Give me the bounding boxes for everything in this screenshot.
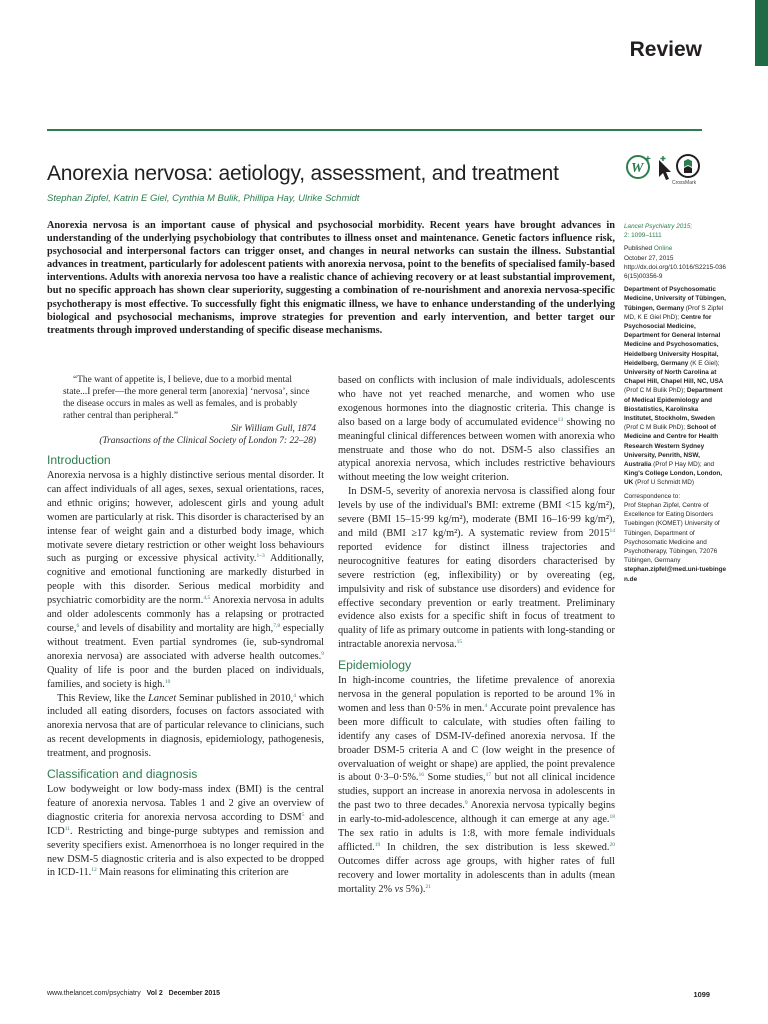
text-column-right xyxy=(338,374,615,897)
doi-link[interactable]: http://dx.doi.org/10.1016/S2215-0366(15)00356-9 xyxy=(624,263,726,281)
affiliation-name: Centre for Psychosocial Medicine, Department for General Internal Medicine and Psychosomatics, Heidelberg University Hospital, Heidelberg, Germany xyxy=(624,313,721,367)
reference-link[interactable]: 4 xyxy=(293,692,296,699)
reference-link[interactable]: 13 xyxy=(557,416,564,423)
paragraph: Anorexia nervosa is a highly distinctive serious mental disorder. It can affect individuals of all ages, sexes, sexual orientations, races, and ethnic origins; however, adolescent girls and young adult women are particularly at risk. This disorder is characterised by an intense fear of weight gain and a disturbed body image, which motivate severe dietary restriction or other weight loss behaviours such as purging or excessive physical activity.$^{1-3}$ Additionally, cognitive and emotional functioning are markedly disturbed in people with this disorder. Serious medical morbidity and psychiatric comorbidity are the norm.$^{4,5}$ Anorexia nervosa in adults and older adolescents commonly has a relapsing or protracted course,$^6$ and levels of disability and mortality are high,$^{7,8}$ especially without treatment. Even partial syndromes (ie, sub-syndromal anorexia nervosa) are associated with adverse health outcomes.$^9$ Quality of life is poor and the burden placed on individuals, families, and society is high.$^{10}$ xyxy=(47,470,325,690)
article-title: Anorexia nervosa: aetiology, assessment, and treatment xyxy=(47,162,559,186)
text-column-left xyxy=(47,374,324,880)
reference-link[interactable]: 4 xyxy=(484,702,488,709)
quote-source: (Transactions of the Clinical Society of London 7: 22–28) xyxy=(99,436,316,446)
correspondence-email[interactable]: stephan.zipfel@med.uni-tuebingen.de xyxy=(624,566,727,583)
w-plus-icon[interactable] xyxy=(627,154,651,178)
journal-url[interactable]: www.thelancet.com/psychiatry xyxy=(47,990,141,997)
heading-epidemiology: Epidemiology xyxy=(338,658,412,673)
reference-link[interactable]: 10 xyxy=(164,678,171,685)
section-label: Review xyxy=(629,38,702,61)
published-label: Published xyxy=(624,245,653,253)
affiliations xyxy=(624,285,728,487)
affiliation-authors: (K E Giel); xyxy=(688,359,720,367)
affiliation-name: School of Medicine and Centre for Health Research Western Sydney University, Penrith, NSW, Australia xyxy=(624,424,719,469)
epigraph-quote xyxy=(63,374,316,447)
reference-link[interactable]: 17 xyxy=(485,772,492,779)
affiliation-name: University of North Carolina at Chapel Hill, Chapel Hill, NC, USA xyxy=(624,369,724,386)
reference-link[interactable]: 20 xyxy=(609,842,615,848)
journal-volume: 2: 1099–1111 xyxy=(624,232,662,240)
affiliation-name: King's College London, London, UK xyxy=(624,470,723,487)
reference-link[interactable]: 7,8 xyxy=(273,622,281,629)
reference-link[interactable]: 1–3 xyxy=(256,553,265,560)
reference-link[interactable]: 15 xyxy=(456,639,463,646)
paragraph: In high-income countries, the lifetime prevalence of anorexia nervosa in the general population is reported to be around 1% in women and less than 0·5% in men.$^4$ Accurate point prevalence has been more difficult to calculate, with studies often failing to identify any cases of DSM-IV-defined anorexia nervosa. If the broader DSM-5 criteria A and C (low weight in the presence of overvaluation of weight or shape) are applied, the point prevalence is about 0·3–0·5%.$^{16}$ Some studies,$^{17}$ but not all clinical incidence studies, support an increase in anorexia nervosa in adolescents in the past two to three decades.$^9$ Anorexia nervosa typically begins in early-to-mid-adolescence, although it can emerge at any age.$^{18}$ The sex ratio in adults is 1:8, with more female individuals afflicted.$^{19}$ In children, the sex distribution is less skewed.$^{20}$ Outcomes differ across age groups, with higher rates of full recovery and lower mortality in adolescents than in adults (mean mortality 2% vs 5%).$^{21}$ xyxy=(338,675,615,895)
journal-name: Lancet Psychiatry 2015; xyxy=(624,223,693,230)
reference-link[interactable]: 19 xyxy=(374,842,381,848)
crossmark-label: CrossMark xyxy=(672,180,697,186)
heading-introduction: Introduction xyxy=(47,453,111,467)
author-list: Stephan Zipfel, Katrin E Giel, Cynthia M Bulik, Phillipa Hay, Ulrike Schmidt xyxy=(47,193,360,204)
published-type: Online xyxy=(653,245,673,253)
article-icons xyxy=(626,153,716,183)
svg-text:W: W xyxy=(631,161,644,176)
paragraph: In DSM-5, severity of anorexia nervosa is classified along four levels by use of the individual's BMI: extreme (BMI <15 kg/m²), severe (BMI 15–15·99 kg/m²), moderate (BMI 16–16·99 kg/m²), and mild (BMI ≥17 kg/m²). A systematic review from 2015$^{14}$ reported evidence for distinct illness trajectories and neurocognitive features for eating disorders characterised by severe restriction (eg, inflexibility) or by overeating (eg, impulsivity and risk of substance use disorders) and evidence for effective secondary prevention or early treatment. Preliminary evidence also exists for a specific shift in focus of treatment to quality of life as primary outcome in patients with long-standing or intractable anorexia nervosa.$^{15}$ xyxy=(338,486,615,651)
paragraph: This Review, like the Lancet Seminar published in 2010,$^4$ which included all eating disorders, focuses on factors associated with anorexia nervosa that are of particular relevance to clinicians, such as recent developments in diagnosis, epidemiology, pathogenesis, treatment, and prognosis. xyxy=(47,692,324,760)
correspondence-label: Correspondence to: xyxy=(624,492,681,500)
published-date: October 27, 2015 xyxy=(624,254,674,262)
reference-link[interactable]: 11 xyxy=(64,825,71,832)
affiliation-authors: (Prof U Schmidt MD) xyxy=(633,479,694,487)
reference-link[interactable]: 18 xyxy=(609,814,615,821)
abstract: Anorexia nervosa is an important cause of physical and psychosocial morbidity. Recent years have brought advances in understanding of the underlying psychobiology that contributes to illness onset and maintenance. Genetic factors influence risk, psychosocial and interpersonal factors can trigger onset, and changes in neural networks can sustain the illness. Substantial advances in treatment, particularly for adolescent patients with anorexia nervosa, point to the benefits of specialised family-based interventions. Adults with anorexia nervosa too have a realistic chance of achieving recovery or at least substantial improvement, but no specific approach has shown clear superiority, suggesting a combination of re-nourishment and anorexia nervosa-specific psychotherapy is most effective. To successfully fight this enigmatic illness, we have to enhance understanding of the underlying biological and psychosocial mechanisms, improve strategies for prevention and early intervention, and better target our treatments through improved understanding of specific disease mechanisms. xyxy=(47,220,616,336)
affiliation-authors: (Prof C M Bulik PhD); xyxy=(624,424,687,432)
cursor-icon[interactable] xyxy=(659,156,671,180)
affiliation-authors: (Prof S Zipfel MD, K E Giel PhD); xyxy=(624,304,724,321)
quote-author: Sir William Gull, 1874 xyxy=(231,424,316,434)
reference-link[interactable]: 16 xyxy=(418,772,424,779)
heading-classification: Classification and diagnosis xyxy=(47,767,198,782)
affiliation-name: Department of Psychosomatic Medicine, University of Tübingen, Tübingen, Germany xyxy=(624,286,726,312)
correspondence-address: Prof Stephan Zipfel, Centre of Excellence for Eating Disorders Tuebingen (KOMET) University of Tübingen, Department of Psychosomatic Medicine and Psychotherapy, Tübingen, 72076 Tübingen, Germany xyxy=(624,501,720,565)
svg-text:+: + xyxy=(645,154,651,165)
affiliation-authors: (Prof C M Bulik PhD); xyxy=(624,387,687,395)
reference-link[interactable]: 9 xyxy=(464,800,468,807)
reference-link[interactable]: 12 xyxy=(91,867,97,874)
crossmark-icon[interactable] xyxy=(677,155,699,177)
correspondence xyxy=(624,492,728,584)
reference-link[interactable]: 6 xyxy=(76,622,80,629)
citation xyxy=(624,222,728,240)
reference-link[interactable]: 4,5 xyxy=(203,595,211,602)
publication-info xyxy=(624,244,728,281)
quote-text: “The want of appetite is, I believe, due to a morbid mental state...I prefer—the more general term [anorexia] ‘nervosa’, since the disease occurs in males as well as females, and is probably rather central than peripheral.” xyxy=(63,375,310,421)
header-rule xyxy=(47,129,702,131)
paragraph: Low bodyweight or low body-mass index (BMI) is the central feature of anorexia nervosa. Tables 1 and 2 give an overview of diagnostic criteria for anorexia nervosa according to DSM$^5$ and ICD$^{11}$. Restricting and binge-purge subtypes and remission and severity specifiers exist. Amenorrhoea is no longer required in the new DSM-5 diagnostic criteria and is also expected to be dropped in ICD-11.12 Main reasons for eliminating this criterion are xyxy=(47,784,324,879)
affiliation-authors: (Prof P Hay MD); and xyxy=(651,461,715,469)
reference-link[interactable]: 9 xyxy=(321,650,324,657)
section-color-bar xyxy=(755,0,768,66)
page-number: 1099 xyxy=(693,990,710,999)
affiliation-name: Department of Medical Epidemiology and Biostatistics, Karolinska Institutet, Stockholm, Sweden xyxy=(624,387,723,423)
article-info-sidebar xyxy=(624,222,728,588)
reference-link[interactable]: 21 xyxy=(425,883,432,890)
footer-date: December 2015 xyxy=(168,990,221,997)
footer-left xyxy=(47,990,220,997)
reference-link[interactable]: 14 xyxy=(609,527,615,534)
paragraph: based on conflicts with inclusion of male individuals, adolescents who have not yet reached menarche, and women who use exogenous hormones into the diagnostic criteria. This change is also based on a large body of accumulated evidence$^{13}$ showing no meaningful clinical differences between women with anorexia who menstruate and those who do not. DSM-5 also classifies an atypical anorexia nervosa, which includes restrictive behaviours without meeting the low weight criterion. xyxy=(338,375,616,484)
reference-link[interactable]: 5 xyxy=(301,811,305,818)
footer-volume: Vol 2 xyxy=(146,990,163,997)
